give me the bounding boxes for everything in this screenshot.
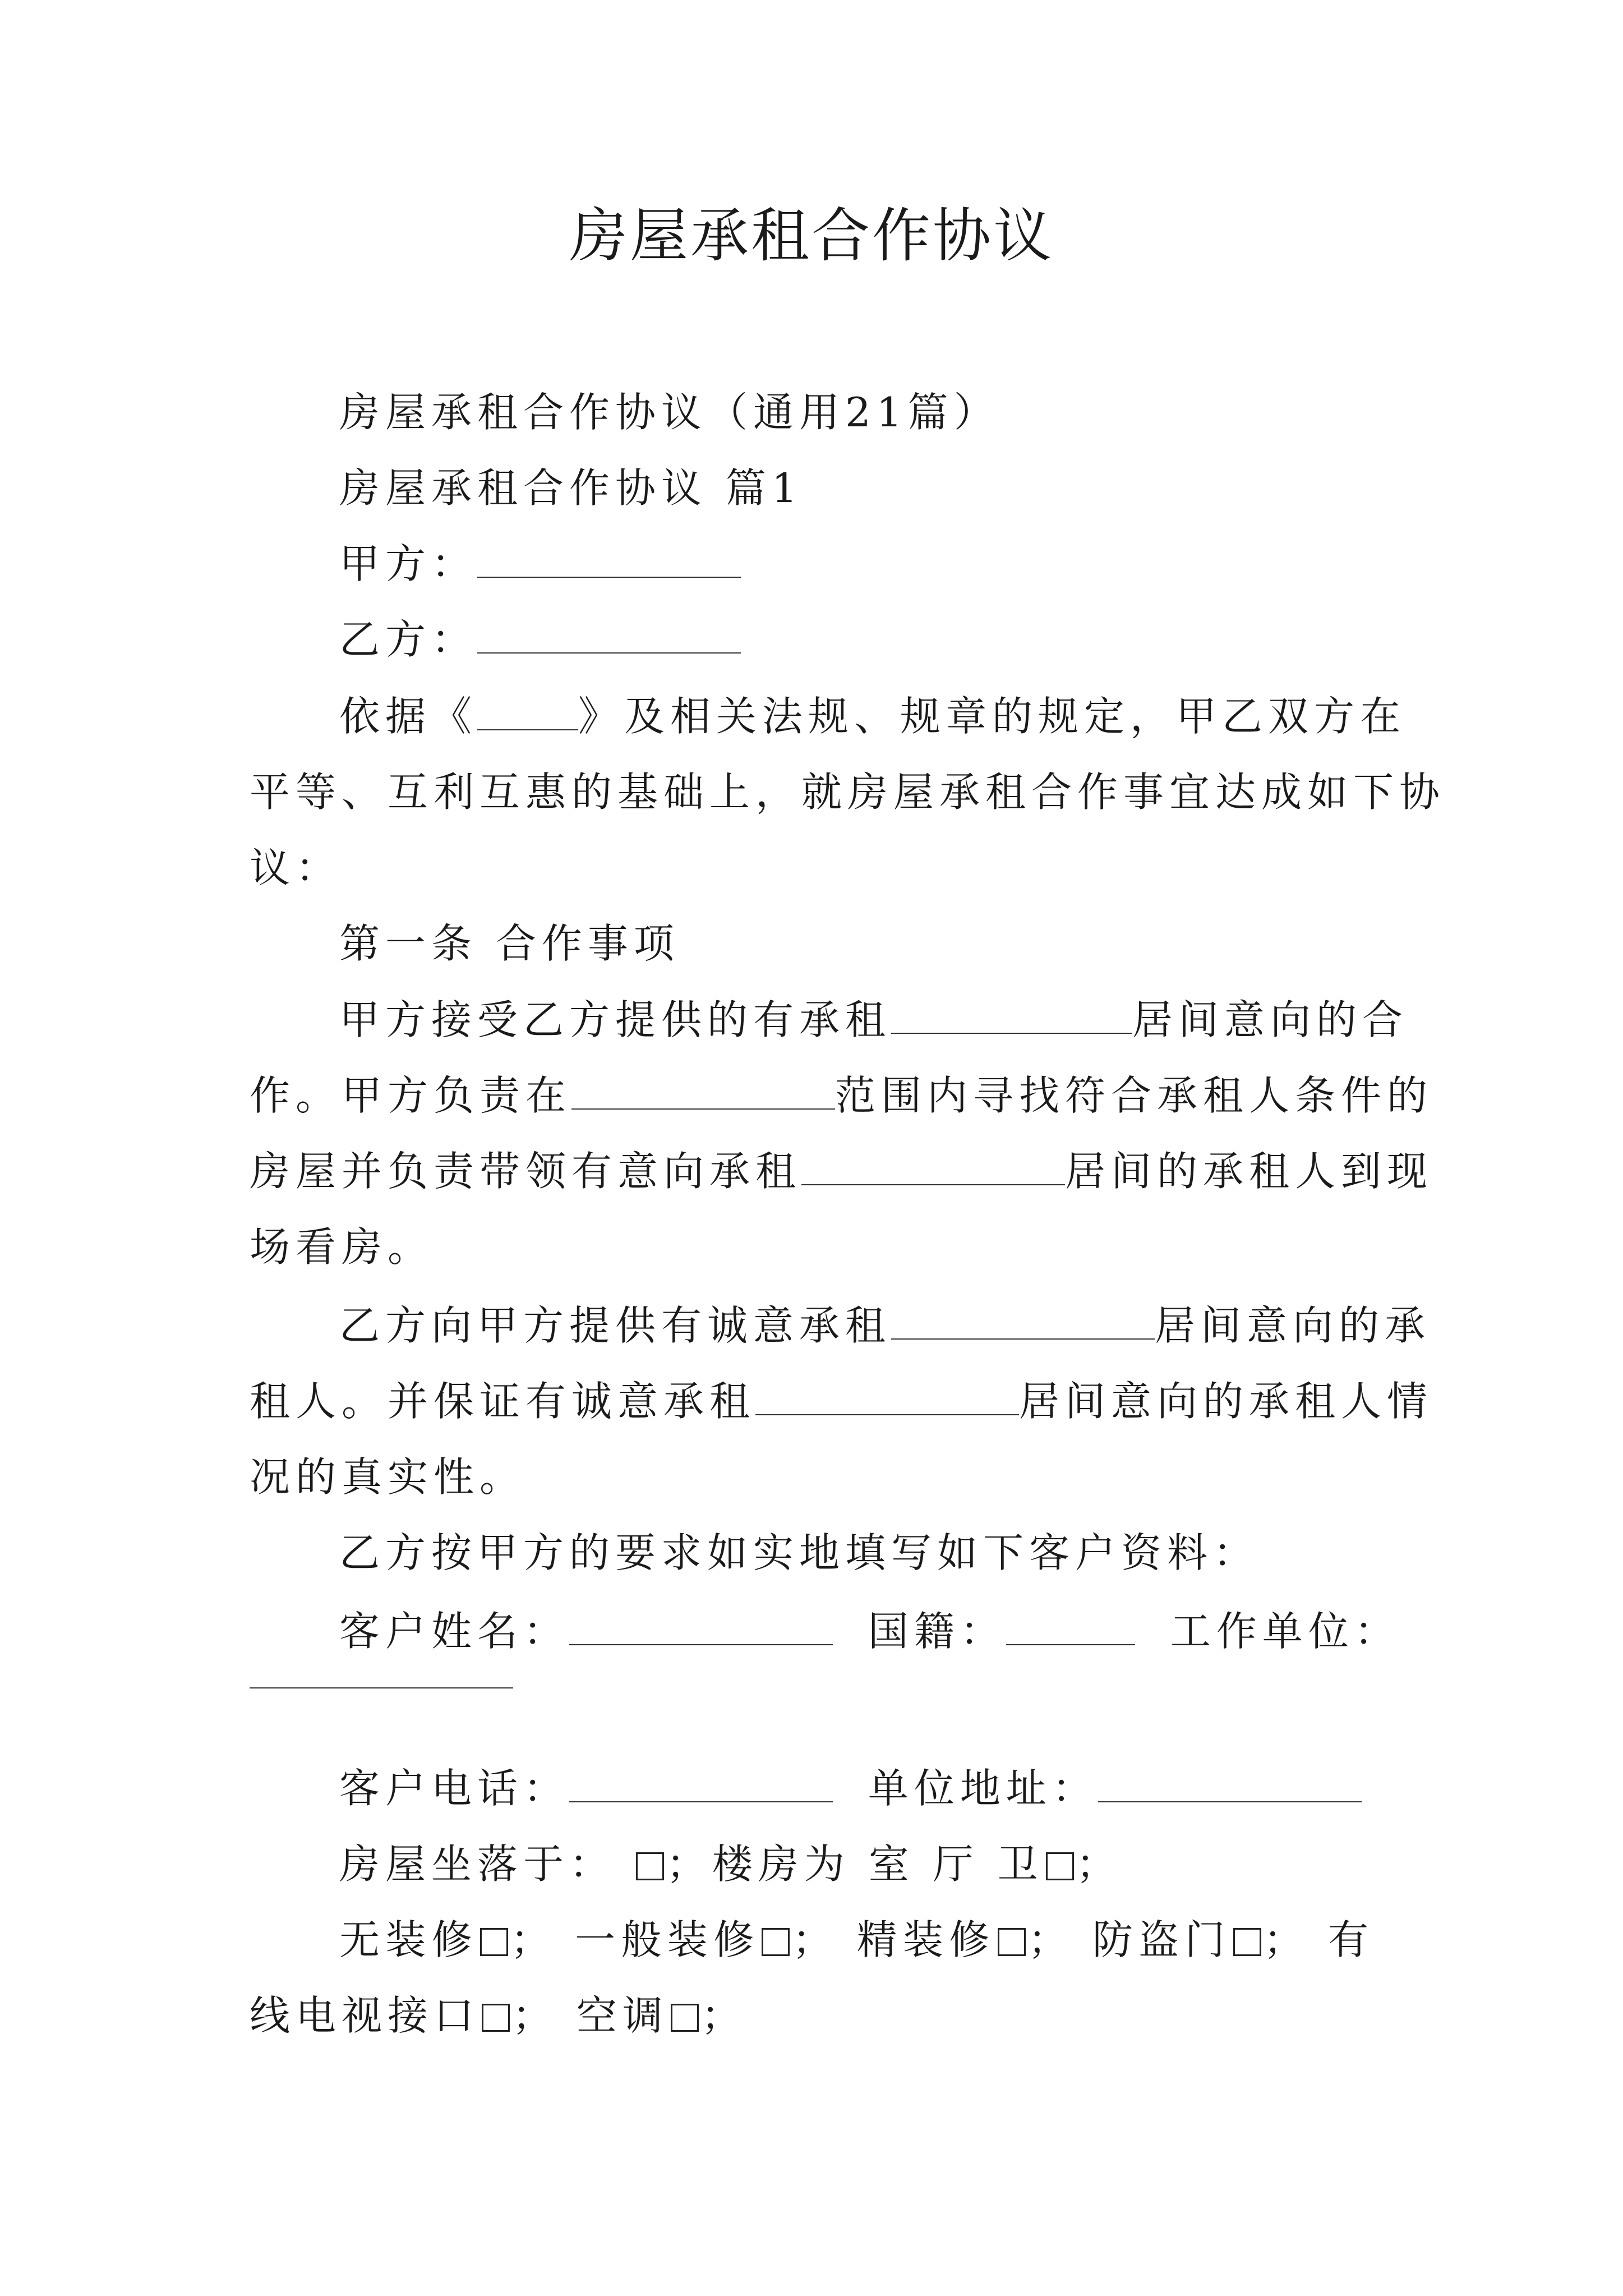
checkbox[interactable] [1233,1928,1261,1956]
checkbox[interactable] [480,1928,508,1956]
party-a-blank [477,537,741,578]
house-location-label: 房屋坐落于： [339,1841,616,1888]
client-contact-line [339,1760,1362,1816]
client-phone-label: 客户电话： [339,1765,570,1812]
party-b-label: 乙方： [339,616,478,663]
fill-blank [801,1145,1065,1185]
employer-blank-line [250,1646,513,1703]
article-heading: 第一条 合作事项 [339,920,680,967]
client-phone-blank [569,1762,833,1802]
paragraph-line: 议： [250,844,342,891]
work-address-blank [1098,1762,1362,1802]
law-name-blank [477,690,578,730]
paragraph-line: 乙方按甲方的要求如实地填写如下客户资料： [339,1529,1260,1576]
nationality-blank [1006,1605,1135,1645]
paragraph-line: 租人。并保证有诚意承租 居间意向的承租人情 [250,1373,1374,1429]
checkbox[interactable] [482,2004,510,2032]
fill-blank [891,993,1132,1034]
party-b-blank [477,613,741,654]
checkbox[interactable] [636,1852,664,1880]
party-a-label: 甲方： [339,540,478,587]
house-location-line: 房屋坐落于： ；楼房为 室 厅 卫 ； [339,1841,1122,1888]
doc-subtitle: 房屋承租合作协议（通用21篇） [339,389,1000,436]
decoration-line: 无装修 ； 一般装修 ； 精装修 ； 防盗门 ； 有 [339,1916,1375,1963]
paragraph-line: 作。甲方负责在 范围内寻找符合承租人条件的 [250,1068,1374,1124]
client-name-blank [569,1605,833,1645]
nationality-label: 国籍： [868,1608,1006,1655]
page-title: 房屋承租合作协议 [569,201,1054,270]
paragraph-line: 甲方接受乙方提供的有承租 居间意向的合 [339,992,1374,1048]
checkbox[interactable] [998,1928,1026,1956]
fill-blank [891,1299,1155,1340]
employer-label: 工作单位： [1170,1608,1400,1655]
party-a-line [339,536,741,592]
paragraph-line: 场看房。 [250,1223,434,1271]
client-name-label: 客户姓名： [339,1608,570,1655]
party-b-line [339,611,741,668]
facilities-line: 线电视接口 ； 空调 ； [250,1992,747,2039]
paragraph-line: 房屋并负责带领有意向承租 居间的承租人到现 [250,1143,1374,1199]
employer-blank [250,1648,513,1688]
paragraph-line: 平等、互利互惠的基础上，就房屋承租合作事宜达成如下协 [250,769,1446,816]
work-address-label: 单位地址： [868,1765,1098,1812]
fill-blank [571,1069,835,1110]
checkbox[interactable] [762,1928,790,1956]
paragraph-line: 依据《 》及相关法规、规章的规定，甲乙双方在 [339,688,1374,744]
fill-blank [755,1375,1019,1415]
section-heading: 房屋承租合作协议 篇1 [339,464,803,512]
paragraph-line: 乙方向甲方提供有诚意承租 居间意向的承 [339,1297,1374,1354]
checkbox[interactable] [671,2004,699,2032]
paragraph-line: 况的真实性。 [250,1453,526,1501]
checkbox[interactable] [1046,1852,1074,1880]
